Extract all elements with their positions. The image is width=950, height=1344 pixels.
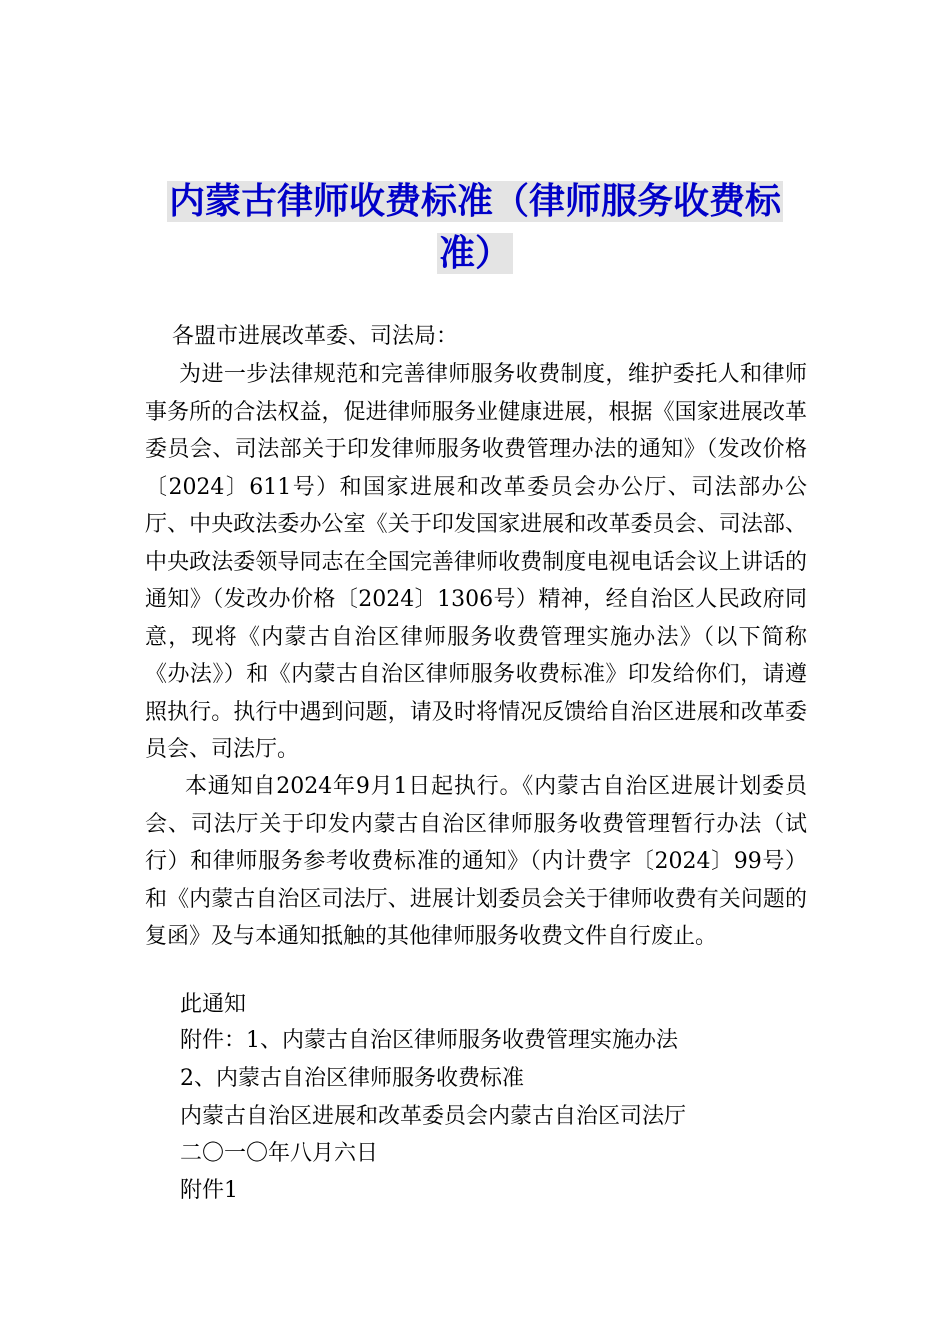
issuing-organizations: 内蒙古自治区进展和改革委员会内蒙古自治区司法厅 (180, 1104, 687, 1129)
attachment-2: 2、内蒙古自治区律师服务收费标准 (180, 1066, 524, 1091)
salutation: 各盟市进展改革委、司法局： (172, 324, 459, 349)
attachment-heading: 附件1 (180, 1178, 238, 1203)
title-line-1: 内蒙古律师收费标准（律师服务收费标 (168, 181, 781, 222)
title-line-2: 准） (438, 233, 511, 274)
issue-date: 二〇一〇年八月六日 (180, 1141, 379, 1166)
document-title (120, 176, 830, 280)
closing-notice: 此通知 (180, 992, 247, 1017)
paragraph-2: 本通知自2024年9月1日起执行。《内蒙古自治区进展计划委员会、司法厅关于印发内蒙古自治区律师服务收费管理暂行办法（试行）和律师服务参考收费标准的通知》（内计费字〔2024〕99号）和《内蒙古自治区司法厅、进展计划委员会关于律师收费有关问题的复函》及与本通知抵触的其他律师服务收费文件自行废止。 (145, 774, 808, 949)
paragraph-1: 为进一步法律规范和完善律师服务收费制度，维护委托人和律师事务所的合法权益，促进律师服务业健康进展，根据《国家进展改革委员会、司法部关于印发律师服务收费管理办法的通知》（发改价格〔2024〕611号）和国家进展和改革委员会办公厅、司法部办公厅、中央政法委办公室《关于印发国家进展和改革委员会、司法部、中央政法委领导同志在全国完善律师收费制度电视电话会议上讲话的通知》（发改办价格〔2024〕1306号）精神，经自治区人民政府同意，现将《内蒙古自治区律师服务收费管理实施办法》（以下简称《办法》）和《内蒙古自治区律师服务收费标准》印发给你们，请遵照执行。执行中遇到问题，请及时将情况反馈给自治区进展和改革委员会、司法厅。 (145, 362, 807, 762)
attachment-1: 附件：1、内蒙古自治区律师服务收费管理实施办法 (180, 1028, 678, 1053)
